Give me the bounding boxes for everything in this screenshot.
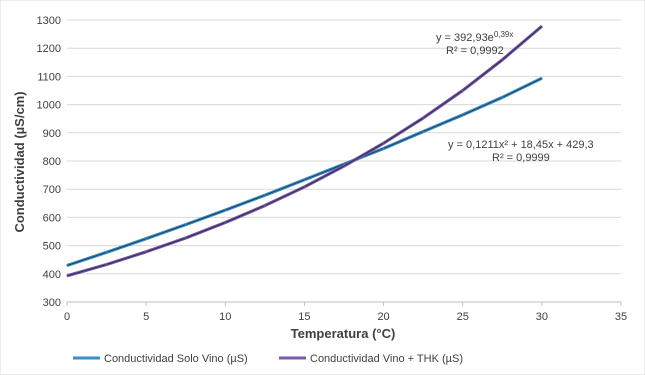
exp-equation-exponent: 0,39x (493, 30, 514, 39)
data-point (423, 118, 424, 119)
x-tick-label: 15 (298, 311, 311, 323)
data-point (383, 148, 384, 149)
y-tick-label: 1100 (37, 71, 61, 84)
data-point (383, 143, 384, 144)
data-point (462, 114, 463, 115)
x-tick-label: 35 (614, 311, 628, 323)
data-point (66, 265, 67, 266)
x-tick-label: 30 (535, 311, 548, 323)
x-tick-label: 5 (143, 311, 150, 323)
data-point (225, 210, 226, 211)
data-point (502, 97, 503, 98)
x-tick-label: 0 (63, 311, 71, 323)
y-tick-label: 700 (42, 184, 61, 197)
data-point (106, 264, 107, 265)
data-point (343, 166, 344, 167)
data-point (423, 131, 424, 132)
y-tick-label: 800 (42, 156, 61, 168)
y-tick-label: 500 (42, 240, 61, 253)
legend-label-vino-thk: Conductividad Vino + THK (µS) (310, 353, 463, 365)
poly-equation: y = 0,1211x² + 18,45x + 429,3 (448, 139, 594, 151)
data-point (264, 195, 265, 196)
y-tick-label: 1300 (36, 15, 61, 27)
x-tick-label: 20 (377, 311, 390, 323)
data-point (225, 222, 226, 223)
data-point (541, 26, 542, 27)
y-tick-label: 900 (42, 127, 61, 140)
data-point (146, 238, 147, 239)
data-point (541, 78, 542, 79)
exp-equation-base: y = 392,93e (436, 32, 494, 44)
poly-r2: R² = 0,9999 (492, 152, 550, 164)
data-point (304, 179, 305, 180)
x-tick-label: 10 (219, 311, 232, 323)
data-point (106, 252, 107, 253)
y-axis-title: Conductividad (µS/cm) (12, 91, 27, 233)
exp-r2: R² = 0,9992 (446, 45, 504, 57)
data-point (264, 205, 265, 206)
y-tick-label: 300 (42, 297, 61, 309)
x-tick-label: 25 (456, 311, 469, 323)
x-axis-title: Temperatura (°C) (290, 326, 396, 341)
data-point (462, 90, 463, 91)
y-tick-label: 400 (42, 268, 61, 281)
data-point (185, 224, 186, 225)
data-point (304, 186, 305, 187)
legend-label-solo-vino: Conductividad Solo Vino (µS) (104, 353, 248, 365)
data-point (146, 251, 147, 252)
data-point (66, 275, 67, 276)
data-point (502, 59, 503, 60)
y-tick-label: 1200 (36, 43, 61, 56)
data-point (185, 237, 186, 238)
y-tick-label: 600 (42, 212, 61, 225)
y-tick-label: 1000 (36, 99, 61, 112)
